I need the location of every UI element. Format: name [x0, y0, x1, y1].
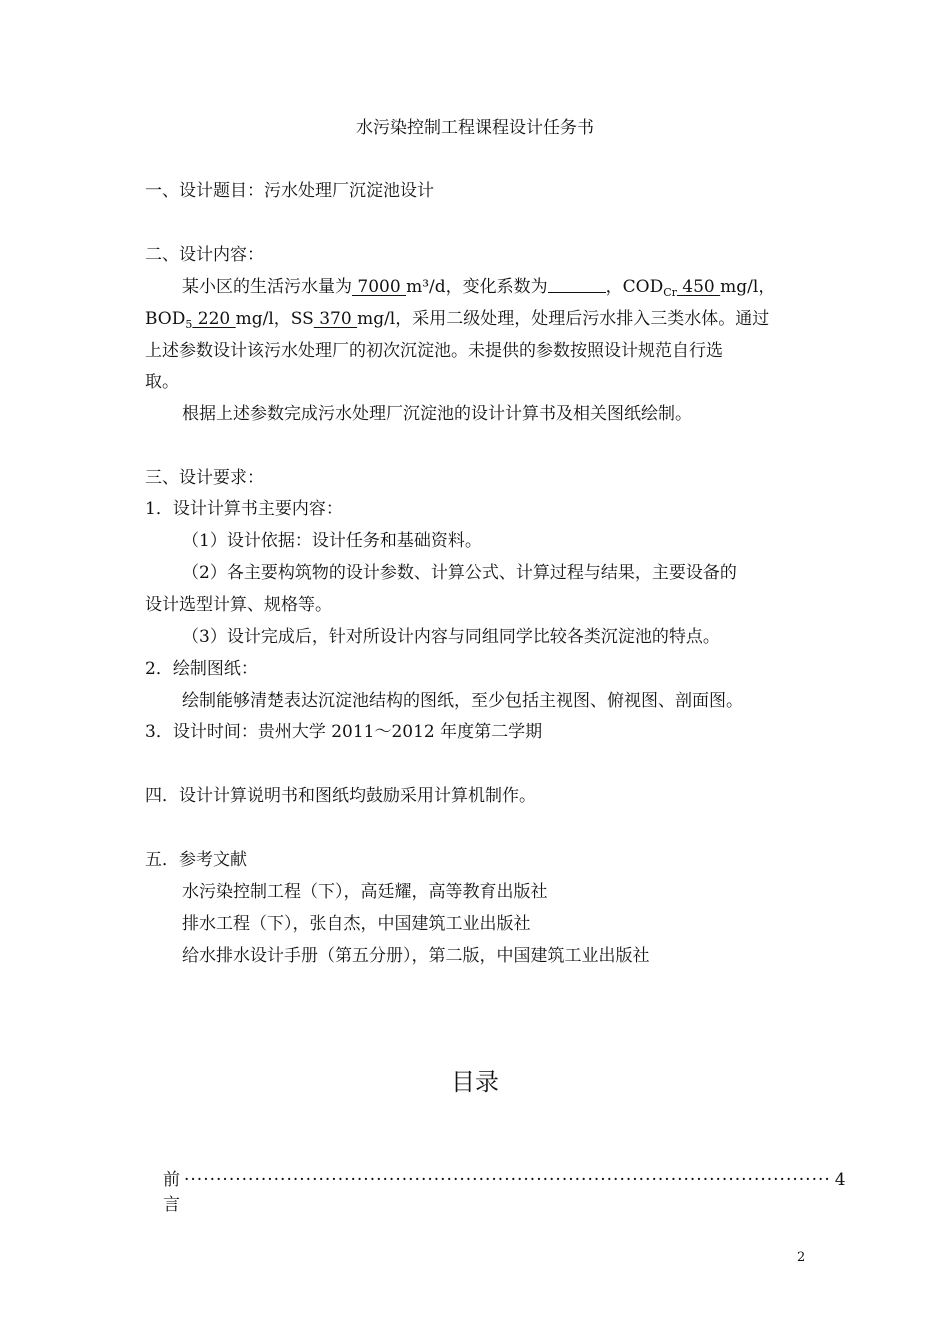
- text: ，COD: [605, 277, 664, 297]
- content-line-1: [182, 276, 775, 304]
- page-title: 水污染控制工程课程设计任务书: [356, 118, 594, 138]
- content-line-3: 上述参数设计该污水处理厂的初次沉淀池。未提供的参数按照设计规范自行选: [145, 341, 723, 361]
- requirement-1b-cont: 设计选型计算、规格等。: [145, 595, 332, 615]
- ss-value: 370: [313, 309, 358, 329]
- requirement-3: 3．设计时间：贵州大学 2011～2012 年度第二学期: [145, 722, 543, 742]
- content-line-4: 取。: [145, 372, 179, 392]
- variation-coefficient-blank: [548, 278, 606, 293]
- requirement-1b: （2）各主要构筑物的设计参数、计算公式、计算过程与结果，主要设备的: [182, 563, 737, 583]
- content-line-5: 根据上述参数完成污水处理厂沉淀池的设计计算书及相关图纸绘制。: [182, 404, 692, 424]
- cod-subscript: Cr: [663, 286, 677, 299]
- toc-entry[interactable]: [163, 1165, 846, 1215]
- reference-item: 排水工程（下），张自杰，中国建筑工业出版社: [182, 914, 531, 934]
- requirement-1c: （3）设计完成后，针对所设计内容与同组同学比较各类沉淀池的特点。: [182, 627, 720, 647]
- text: m³/d，变化系数为: [406, 277, 548, 297]
- toc-leader-dots: ·····································································································: [184, 1170, 831, 1190]
- section-1-topic: 一、设计题目：污水处理厂沉淀池设计: [145, 181, 434, 201]
- text: mg/l，采用二级处理，处理后污水排入三类水体。通过: [357, 309, 770, 329]
- text: 某小区的生活污水量为: [182, 277, 352, 297]
- content-line-2: [145, 308, 769, 336]
- requirement-1: 1．设计计算书主要内容：: [145, 499, 343, 519]
- requirement-2: 2．绘制图纸：: [145, 659, 258, 679]
- section-5-heading: 五．参考文献: [145, 850, 247, 870]
- requirement-1a: （1）设计依据：设计任务和基础资料。: [182, 531, 482, 551]
- section-3-heading: 三、设计要求：: [145, 468, 264, 488]
- reference-item: 水污染控制工程（下），高廷耀，高等教育出版社: [182, 882, 548, 902]
- section-2-heading: 二、设计内容：: [145, 245, 264, 265]
- bod-value: 220: [192, 309, 236, 329]
- toc-title: 目录: [451, 1068, 499, 1096]
- text: mg/l，: [720, 277, 776, 297]
- cod-value: 450: [676, 277, 721, 297]
- reference-item: 给水排水设计手册（第五分册），第二版，中国建筑工业出版社: [182, 946, 650, 966]
- flow-value: 7000: [352, 277, 407, 297]
- text: BOD: [145, 309, 186, 329]
- requirement-2a: 绘制能够清楚表达沉淀池结构的图纸，至少包括主视图、俯视图、剖面图。: [182, 691, 743, 711]
- text: mg/l，SS: [235, 309, 314, 329]
- toc-entry-label: 前言: [163, 1170, 180, 1215]
- bod-subscript: 5: [185, 318, 193, 331]
- section-4: 四．设计计算说明书和图纸均鼓励采用计算机制作。: [145, 786, 536, 806]
- page-number: 2: [797, 1250, 806, 1265]
- toc-entry-page: 4: [834, 1170, 846, 1190]
